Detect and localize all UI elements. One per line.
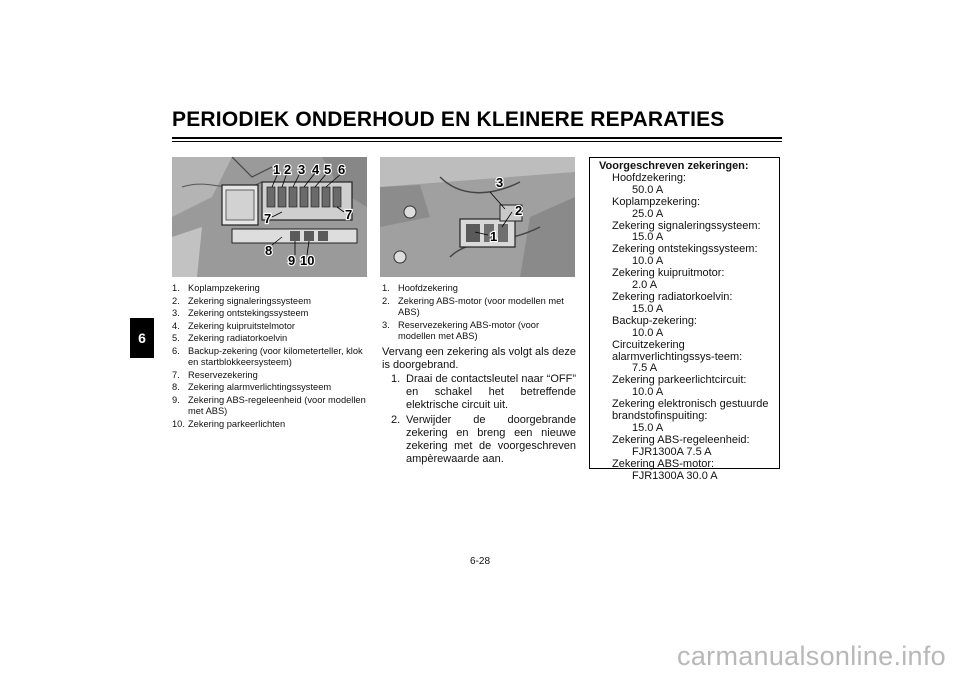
instruction-step [382,373,576,412]
spec-label: Zekering signaleringssysteem: [612,219,761,232]
caption-item [172,346,367,369]
spec-value: 25.0 A [632,207,664,220]
spec-value: FJR1300A 7.5 A [632,445,712,458]
callout-label: 10 [300,253,315,268]
caption-text: Zekering alarmverlichtingssysteem [188,382,332,392]
callout-label: 7 [264,211,272,226]
caption-item [172,333,367,345]
caption-text: Zekering signaleringssysteem [188,295,311,306]
caption-text: Backup-zekering (voor kilometerteller, klok en startblokkeersysteem) [188,345,363,367]
caption-item [172,308,367,320]
fuse-box-captions [172,283,367,431]
spec-label: Zekering parkeerlichtcircuit: [612,374,747,387]
callout-label: 1 [490,229,498,244]
page-number: 6-28 [469,556,490,567]
callout-label: 6 [338,162,346,177]
instructions-steps [382,373,576,466]
spec-value: 15.0 A [632,421,664,434]
caption-item [172,296,367,308]
callout-label: 7 [345,207,353,222]
caption-number: 4. [172,320,180,331]
spec-label: Koplampzekering: [612,195,701,208]
callout-label: 5 [324,162,332,177]
spec-value: 10.0 A [632,386,664,399]
caption-text: Reservezekering [188,369,258,380]
spec-label: Zekering ABS-regeleenheid: [612,433,750,446]
fuse-spec-box [589,157,780,482]
callout-label: 9 [288,253,296,268]
callout-label: 3 [298,162,306,177]
caption-number: 6. [172,345,180,356]
callout-label: 1 [273,162,281,177]
caption-number: 2. [172,295,180,306]
fuse-box-photo [172,157,367,277]
main-fuse-captions [382,283,574,344]
instruction-step [382,414,576,466]
caption-item [382,283,574,295]
caption-text: Zekering kuipruitstelmotor [188,320,295,331]
spec-label: Zekering kuipruitmotor: [612,267,725,280]
spec-value: 10.0 A [632,326,664,339]
caption-number: 5. [172,333,180,343]
caption-number: 10. [172,418,185,429]
caption-number: 9. [172,394,180,405]
callout-label: 2 [515,203,523,218]
caption-number: 3. [382,319,390,330]
title-rule-thin [172,141,782,142]
spec-value: 7.5 A [632,362,658,375]
main-fuse-photo [380,157,575,277]
caption-text: Zekering parkeerlichten [188,418,286,429]
title-rule [172,137,782,139]
caption-text: Zekering ontstekingssysteem [188,308,309,318]
caption-text: Zekering ABS-regeleenheid (voor modellen met ABS) [188,394,366,416]
caption-text: Hoofdzekering [398,283,458,293]
spec-value: 15.0 A [632,231,664,244]
step-number: 2. [391,414,401,426]
spec-label: Zekering elektronisch gestuurde brandstofinspuiting: [612,398,769,423]
spec-value: 2.0 A [632,279,658,292]
caption-text: Zekering radiatorkoelvin [188,333,288,343]
fuse-replacement-instructions [382,346,576,468]
callout-label: 4 [312,162,320,177]
instructions-intro: Vervang een zekering als volgt als deze is doorgebrand. [382,346,576,371]
caption-text: Reservezekering ABS-motor (voor modellen met ABS) [398,319,540,341]
step-text: Verwijder de doorgebrande zekering en breng een nieuwe zekering met de voorgeschreven ampèrewaarde aan. [406,414,576,465]
caption-item [172,419,367,431]
caption-text: Koplampzekering [188,283,260,293]
spec-label: Circuitzekering alarmverlichtingssys-teem: [612,338,743,363]
step-number: 1. [391,373,401,385]
spec-box-title: Voorgeschreven zekeringen: [599,160,749,172]
caption-item [172,321,367,333]
spec-label: Zekering ontstekingssysteem: [612,243,758,256]
spec-value: 50.0 A [632,183,664,196]
caption-item [172,395,367,418]
spec-label: Zekering ABS-motor: [612,457,715,470]
spec-label: Hoofdzekering: [612,171,686,184]
caption-number: 8. [172,382,180,392]
caption-item [172,283,367,295]
caption-number: 2. [382,295,390,306]
spec-value: 15.0 A [632,302,664,315]
page-title: PERIODIEK ONDERHOUD EN KLEINERE REPARATIES [172,108,725,131]
callout-label: 3 [496,175,504,190]
caption-text: Zekering ABS-motor (voor modellen met ABS) [398,295,564,317]
caption-number: 7. [172,369,180,380]
main-fuse-illustration [380,157,575,277]
watermark: carmanualsonline.info [677,641,946,671]
fuse-box-illustration [172,157,367,277]
spec-label: Backup-zekering: [612,314,697,327]
caption-number: 1. [172,283,180,293]
caption-number: 1. [382,283,390,293]
callout-label: 2 [284,162,292,177]
spec-label: Zekering radiatorkoelvin: [612,290,733,303]
chapter-tab: 6 [130,318,154,358]
caption-item [172,382,367,394]
caption-item [382,320,574,343]
caption-item [382,296,574,319]
caption-item [172,370,367,382]
caption-number: 3. [172,308,180,318]
step-text: Draai de contactsleutel naar “OFF” en schakel het betreffende elektrische circuit uit. [406,373,576,411]
spec-value: FJR1300A 30.0 A [632,469,718,482]
spec-value: 10.0 A [632,255,664,268]
callout-label: 8 [265,243,273,258]
